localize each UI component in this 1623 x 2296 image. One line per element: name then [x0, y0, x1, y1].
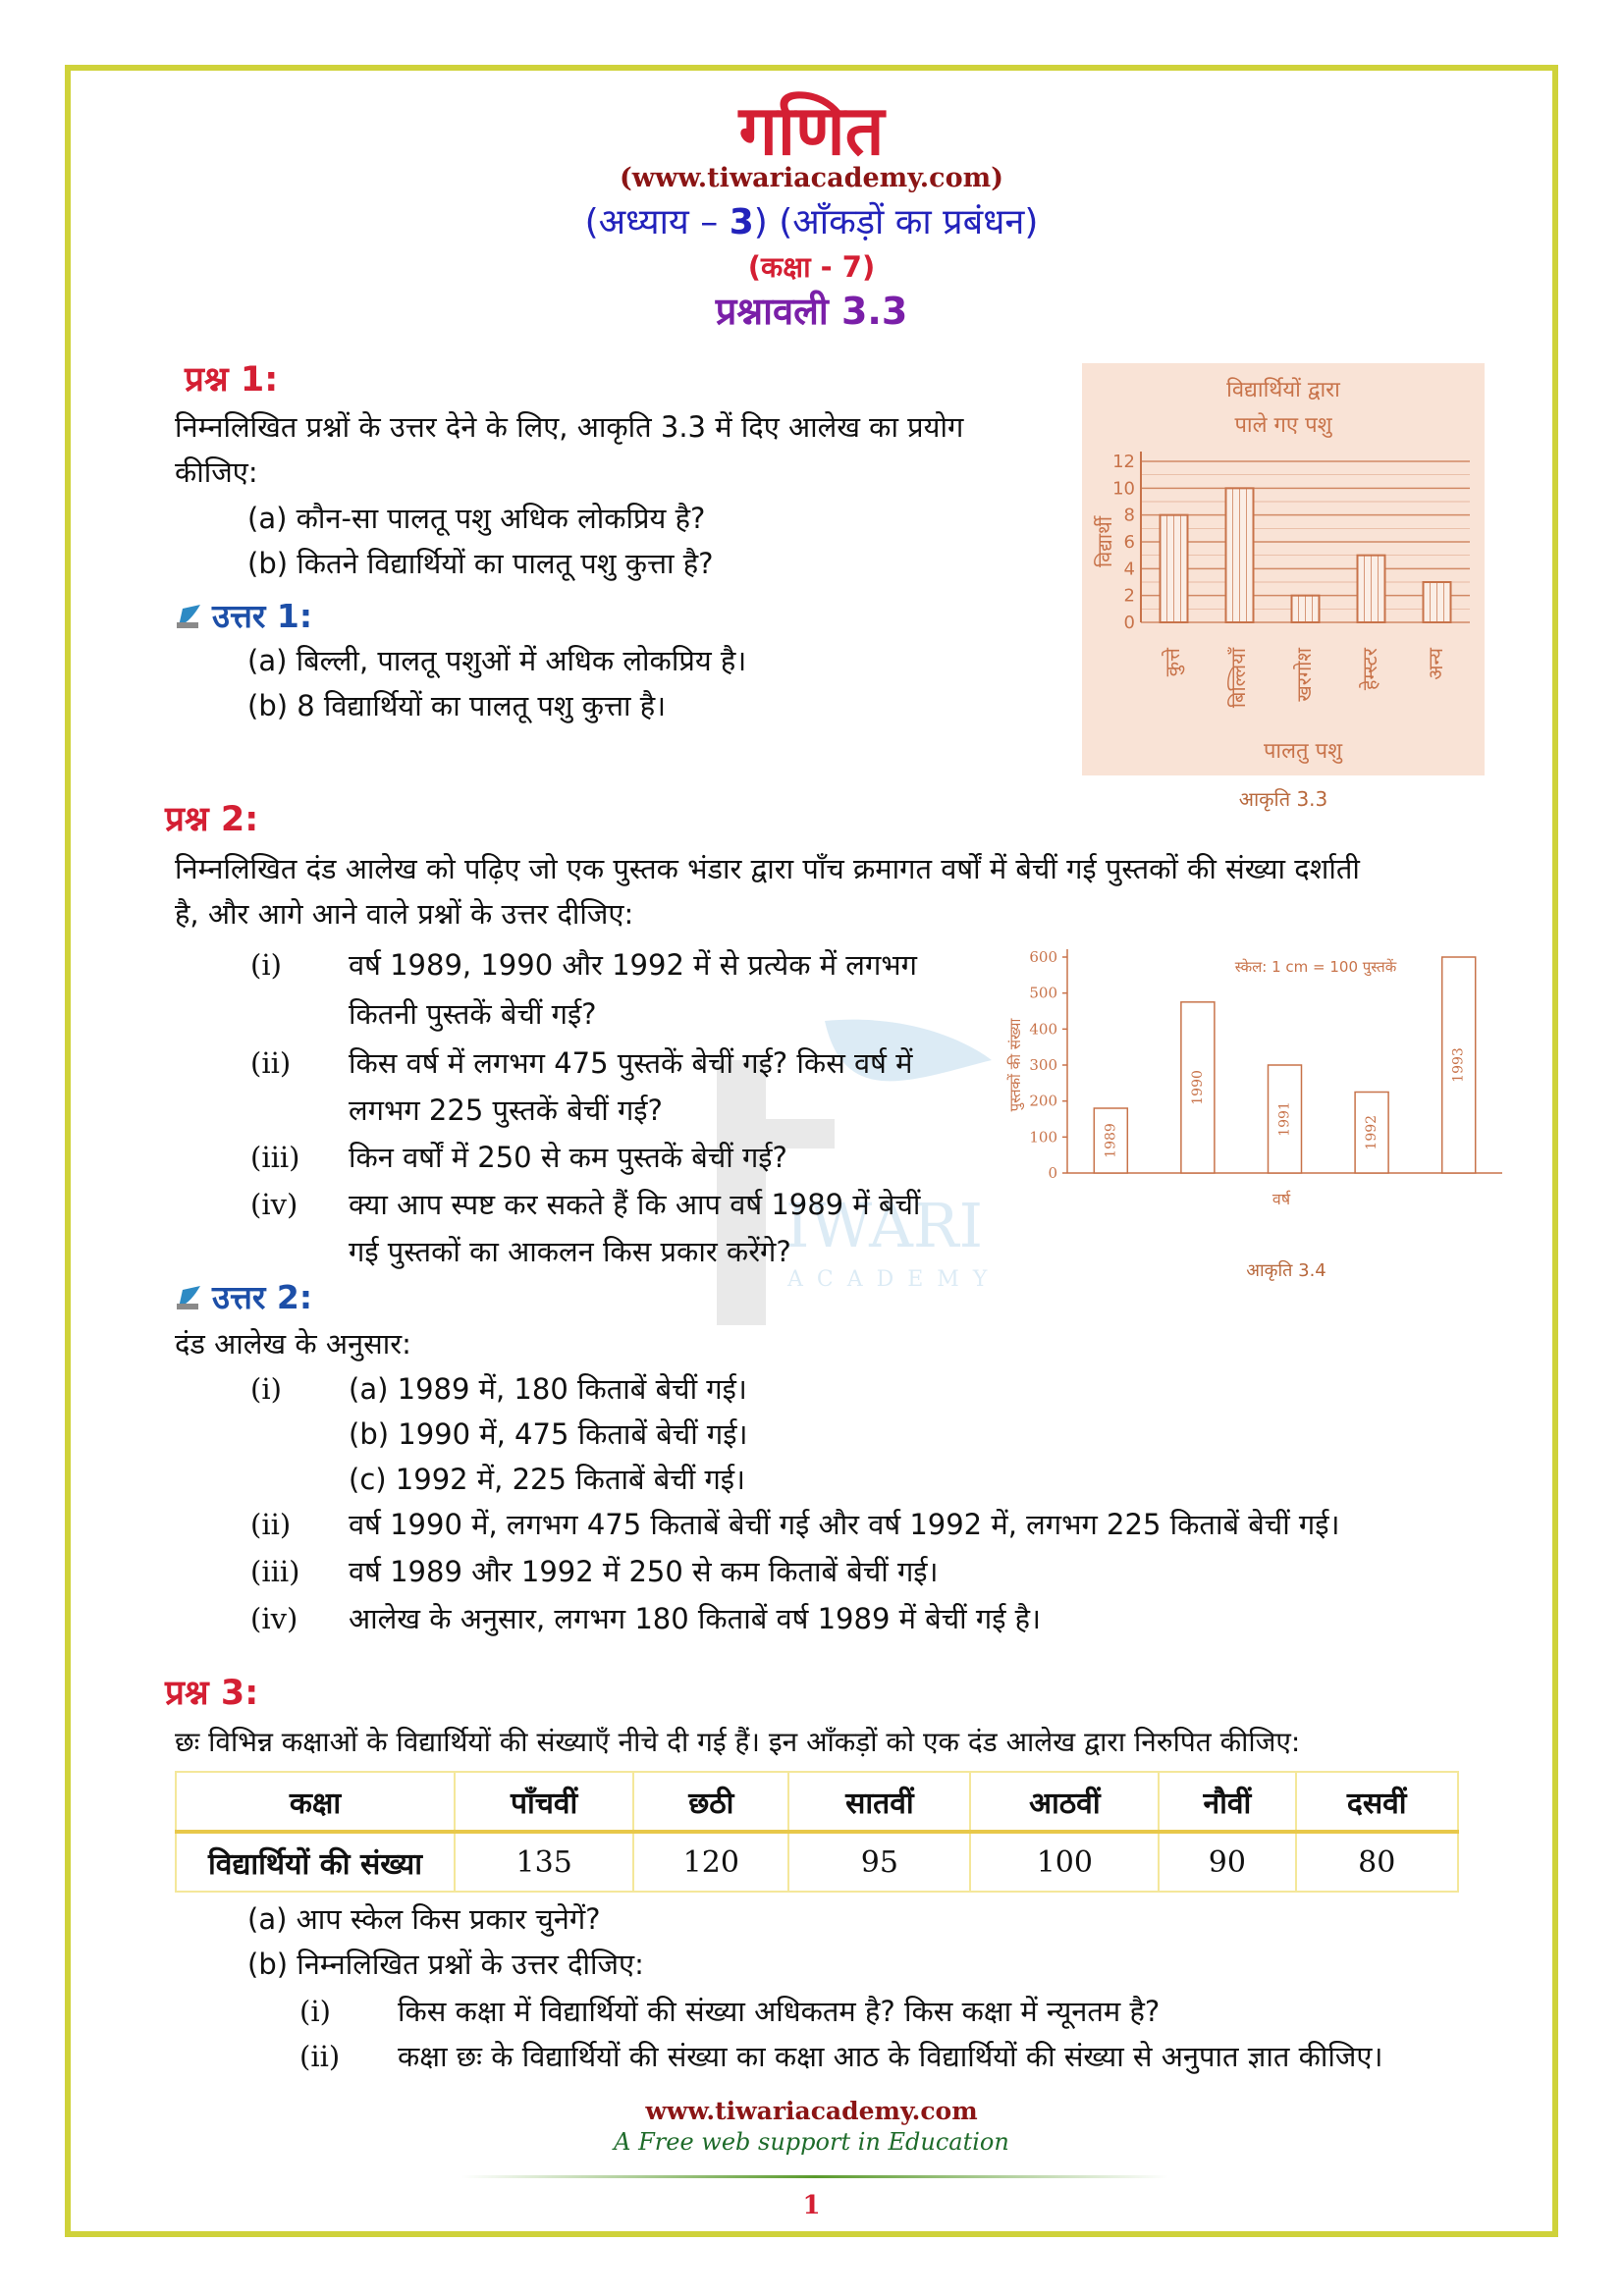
item-number: (iv)	[250, 1602, 298, 1635]
x-tick-label: कुत्ते	[1161, 648, 1184, 677]
bar-year-label: 1990	[1189, 1070, 1206, 1105]
item-number: (i)	[299, 1995, 331, 2028]
item-text: (a) 1989 में, 180 किताबें बेचीं गई।	[349, 1372, 747, 1406]
x-axis-label: वर्ष	[1271, 1190, 1291, 1208]
figure-3-3-caption: आकृति 3.3	[1238, 787, 1328, 811]
answer-1-part-a: (a) बिल्ली, पालतू पशुओं में अधिक लोकप्रिय है।	[247, 644, 747, 677]
question-3-text: छः विभिन्न कक्षाओं के विद्यार्थियों की संख्याएँ नीचे दी गई हैं। इन आँकड़ों को एक दंड आलेख द्वारा निरुपित कीजिए:	[175, 1726, 1301, 1758]
question-2-item	[250, 1041, 912, 1086]
pets-bar-chart	[1082, 363, 1485, 775]
answer-2-intro: दंड आलेख के अनुसार:	[175, 1327, 411, 1361]
y-tick-label: 600	[1029, 948, 1057, 966]
table-cell: 135	[455, 1832, 633, 1892]
item-text: वर्ष 1989 और 1992 में 250 से कम किताबें बेचीं गई।	[349, 1555, 939, 1588]
y-tick-label: 4	[1123, 559, 1135, 580]
y-tick-label: 12	[1112, 452, 1135, 472]
y-tick-label: 6	[1123, 532, 1135, 553]
question-3-part-b-i	[299, 1989, 1160, 2034]
bar-year-label: 1993	[1450, 1047, 1467, 1083]
header-site-link[interactable]: (www.tiwariacademy.com)	[620, 163, 1003, 193]
answer-2-i-b: (b) 1990 में, 475 किताबें बेचीं गई।	[349, 1417, 748, 1451]
y-tick-label: 10	[1112, 478, 1135, 500]
table-header-cell: नौवीं	[1159, 1772, 1295, 1832]
y-tick-label: 400	[1029, 1020, 1057, 1039]
y-tick-label: 300	[1029, 1056, 1057, 1074]
y-tick-label: 200	[1029, 1092, 1057, 1110]
page-number: 1	[802, 2191, 821, 2220]
item-text: वर्ष 1989, 1990 और 1992 में से प्रत्येक में लगभग	[349, 948, 917, 982]
answer-2-iv	[250, 1596, 1041, 1641]
question-1-part-a: (a) कौन-सा पालतू पशु अधिक लोकप्रिय है?	[247, 502, 706, 535]
chart-scale-label: स्केल: 1 cm = 100 पुस्तकें	[1234, 958, 1397, 976]
answer-1-label: उत्तर 1:	[212, 597, 313, 635]
y-tick-label: 0	[1123, 613, 1135, 633]
table-header-cell: आठवीं	[970, 1772, 1159, 1832]
students-table	[175, 1771, 1459, 1893]
answer-logo-icon	[175, 601, 204, 630]
bar-year-label: 1991	[1276, 1101, 1293, 1137]
watermark-text-1: IWARI	[785, 1190, 984, 1261]
question-3-part-a: (a) आप स्केल किस प्रकार चुनेगें?	[247, 1902, 601, 1936]
item-text: आलेख के अनुसार, लगभग 180 किताबें वर्ष 1989 में बेचीं गई है।	[349, 1602, 1042, 1635]
item-number: (i)	[250, 1372, 282, 1406]
x-axis-label: पालतु पशु	[1263, 739, 1343, 764]
table-header-cell: छठी	[633, 1772, 788, 1832]
question-2-item	[250, 942, 917, 988]
question-2-text-line2: है, और आगे आने वाले प्रश्नों के उत्तर दीजिए:	[175, 897, 634, 931]
answer-1-part-b: (b) 8 विद्यार्थियों का पालतू पशु कुत्ता है।	[247, 689, 667, 722]
item-number: (i)	[250, 948, 282, 982]
table-cell: 100	[970, 1832, 1159, 1892]
question-3-part-b: (b) निम्नलिखित प्रश्नों के उत्तर दीजिए:	[247, 1948, 644, 1981]
figure-3-4-caption: आकृति 3.4	[1246, 1260, 1326, 1281]
class-label: (कक्षा - 7)	[747, 250, 876, 284]
table-header-row	[176, 1772, 1458, 1832]
item-number: (iii)	[250, 1141, 300, 1174]
y-axis-label: विद्यार्थी	[1093, 515, 1116, 568]
answer-2-ii	[250, 1502, 1340, 1547]
answer-2-i	[250, 1366, 747, 1412]
question-2-item	[250, 1182, 920, 1227]
question-2-item-cont: कितनी पुस्तकें बेचीं गई?	[349, 997, 597, 1031]
y-tick-label: 100	[1029, 1128, 1057, 1147]
item-number: (ii)	[299, 2040, 341, 2073]
answer-2-label: उत्तर 2:	[212, 1278, 313, 1316]
books-sold-bar-chart	[1006, 937, 1517, 1212]
item-text: वर्ष 1990 में, लगभग 475 किताबें बेचीं गई और वर्ष 1992 में, लगभग 225 किताबें बेचीं गई।	[349, 1508, 1340, 1541]
table-header-cell: सातवीं	[788, 1772, 970, 1832]
bar-year-label: 1989	[1103, 1123, 1119, 1158]
answer-2-heading	[175, 1274, 312, 1318]
chapter-close: ) (आँकड़ों का प्रबंधन)	[753, 202, 1039, 242]
y-axis-label: पुस्तकों की संख्या	[1006, 1018, 1024, 1112]
table-cell: 90	[1159, 1832, 1295, 1892]
question-2-item	[250, 1135, 787, 1180]
item-number: (iv)	[250, 1188, 298, 1221]
answer-2-i-c: (c) 1992 में, 225 किताबें बेचीं गई।	[349, 1463, 746, 1496]
page-title: गणित	[738, 90, 885, 171]
answer-2-iii	[250, 1549, 939, 1594]
footer-site-link[interactable]: www.tiwariacademy.com	[645, 2097, 978, 2125]
question-1-part-b: (b) कितने विद्यार्थियों का पालतू पशु कुत्ता है?	[247, 547, 714, 580]
chart-title-line2: पाले गए पशु	[1234, 413, 1332, 438]
question-1-text-line2: कीजिए:	[175, 455, 258, 489]
footer-divider	[461, 2175, 1168, 2178]
chapter-number: 3	[729, 202, 754, 242]
x-tick-label: अन्य	[1424, 648, 1447, 680]
y-tick-label: 500	[1029, 984, 1057, 1002]
question-2-item-cont: लगभग 225 पुस्तकें बेचीं गई?	[349, 1094, 663, 1127]
chapter-open: (अध्याय –	[584, 202, 730, 242]
y-tick-label: 0	[1048, 1164, 1057, 1182]
table-row	[176, 1832, 1458, 1892]
question-3-part-b-ii	[299, 2034, 1382, 2079]
table-cell: 95	[788, 1832, 970, 1892]
x-tick-label: बिल्लियाँ	[1226, 648, 1250, 709]
exercise-title: प्रश्नावली 3.3	[715, 290, 908, 333]
item-text: किन वर्षों में 250 से कम पुस्तकें बेचीं गई?	[349, 1141, 787, 1174]
item-text: किस वर्ष में लगभग 475 पुस्तकें बेचीं गई? किस वर्ष में	[349, 1046, 913, 1080]
item-number: (iii)	[250, 1555, 300, 1588]
table-cell: 120	[633, 1832, 788, 1892]
item-number: (ii)	[250, 1046, 292, 1080]
y-tick-label: 8	[1123, 505, 1135, 526]
table-header-cell: पाँचवीं	[455, 1772, 633, 1832]
table-cell: 80	[1296, 1832, 1458, 1892]
y-tick-label: 2	[1123, 585, 1135, 607]
chapter-heading	[0, 196, 1623, 244]
pets-chart-svg	[1082, 363, 1485, 775]
question-2-label: प्रश्न 2:	[165, 800, 259, 839]
item-text: किस कक्षा में विद्यार्थियों की संख्या अधिकतम है? किस कक्षा में न्यूनतम है?	[398, 1995, 1161, 2028]
item-number: (ii)	[250, 1508, 292, 1541]
item-text: कक्षा छः के विद्यार्थियों की संख्या का कक्षा आठ के विद्यार्थियों की संख्या से अनुपात ज्ञात कीजिए।	[398, 2040, 1383, 2073]
question-3-label: प्रश्न 3:	[165, 1674, 259, 1713]
answer-1-heading	[175, 593, 312, 637]
table-row-label: विद्यार्थियों की संख्या	[176, 1832, 455, 1892]
answer-logo-icon	[175, 1282, 204, 1311]
chart-title-line1: विद्यार्थियों द्वारा	[1226, 378, 1340, 402]
x-tick-label: हेम्स्टर	[1358, 648, 1381, 691]
bar-year-label: 1992	[1364, 1114, 1380, 1150]
item-text: क्या आप स्पष्ट कर सकते हैं कि आप वर्ष 1989 में बेचीं	[349, 1188, 921, 1221]
watermark-text-2: ACADEMY	[787, 1267, 1001, 1292]
question-1-label: प्रश्न 1:	[185, 360, 279, 400]
question-2-text-line1: निम्नलिखित दंड आलेख को पढ़िए जो एक पुस्तक भंडार द्वारा पाँच क्रमागत वर्षों में बेचीं गई पुस्तकों की संख्या दर्शाती	[175, 852, 1360, 885]
table-header-cell: कक्षा	[176, 1772, 455, 1832]
footer-tagline: A Free web support in Education	[614, 2128, 1009, 2156]
question-2-item-cont: गई पुस्तकों का आकलन किस प्रकार करेंगे?	[349, 1235, 791, 1268]
question-1-text-line1: निम्नलिखित प्रश्नों के उत्तर देने के लिए, आकृति 3.3 में दिए आलेख का प्रयोग	[175, 410, 964, 444]
x-tick-label: खरगोश	[1292, 648, 1316, 702]
table-header-cell: दसवीं	[1296, 1772, 1458, 1832]
